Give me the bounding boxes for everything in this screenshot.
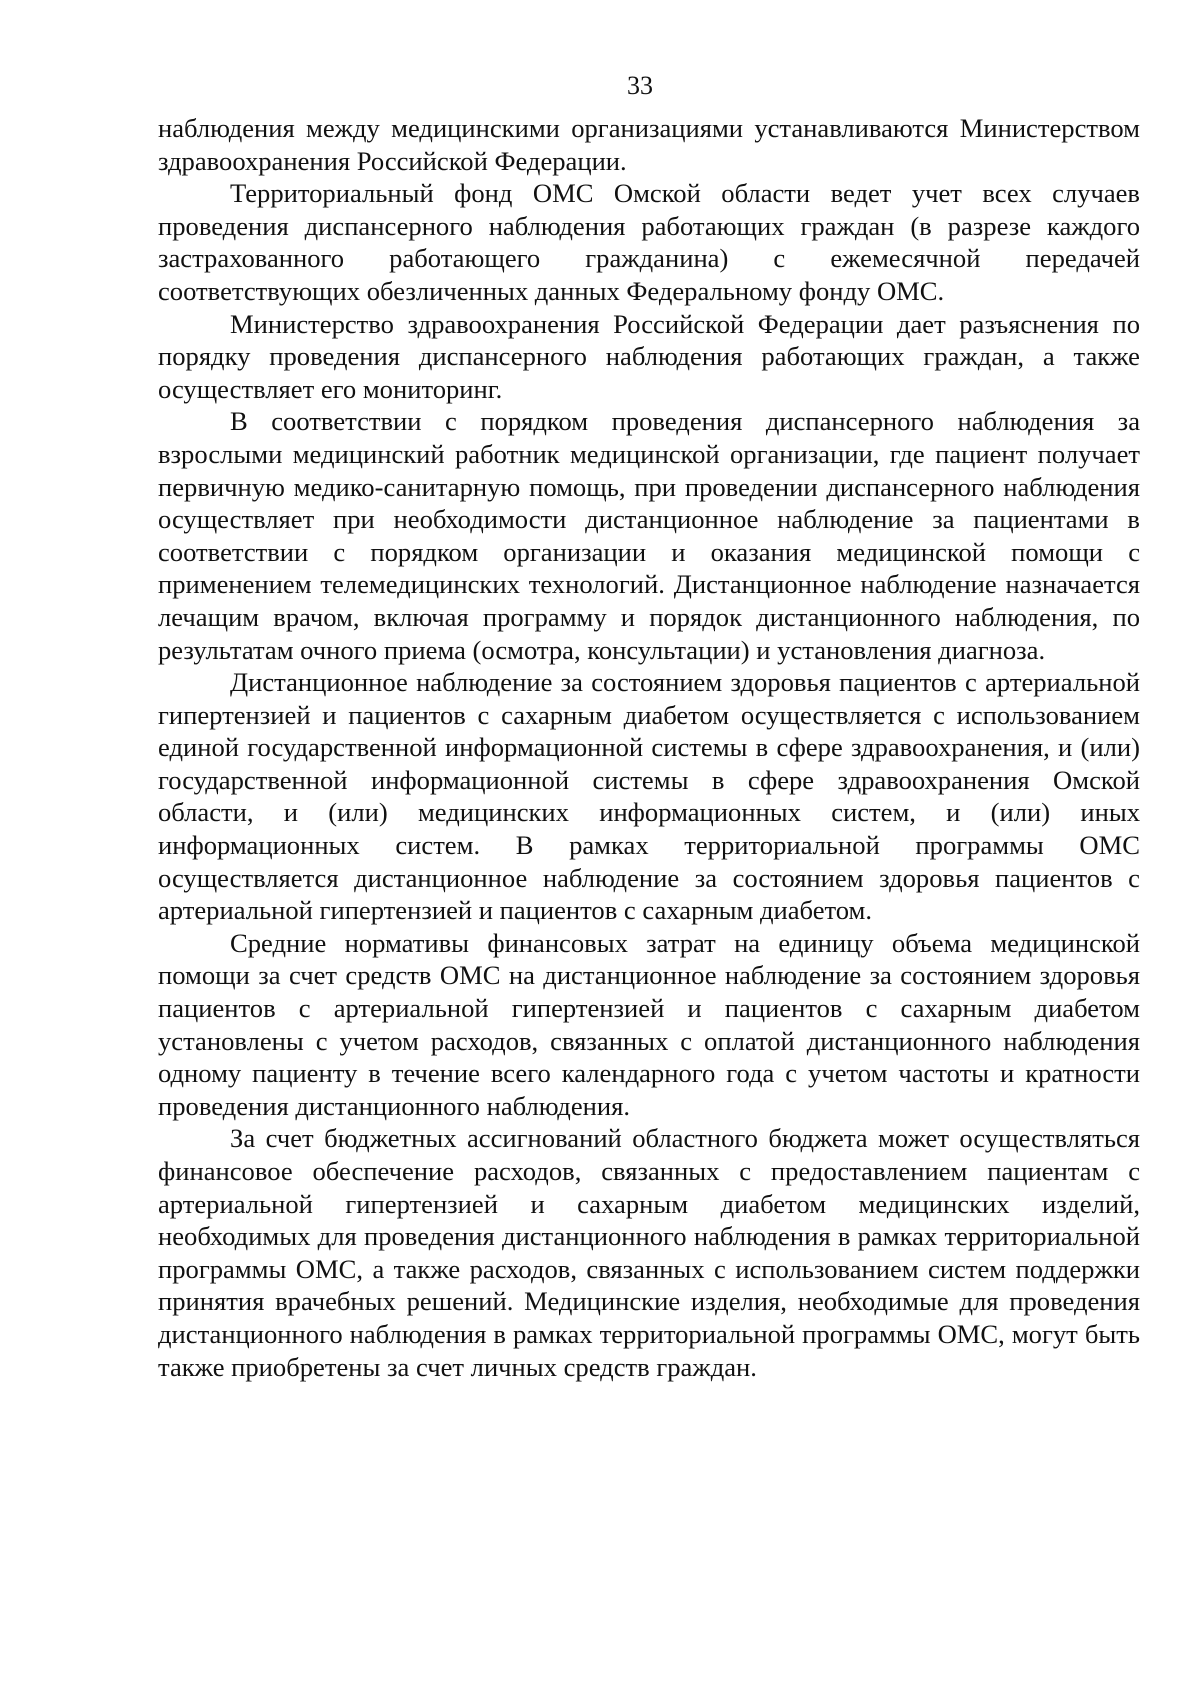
paragraph-financial-standards: Средние нормативы финансовых затрат на единицу объема медицинской помощи за счет средств ОМС на дистанционное наблюдение за состоянием здоровья пациентов с артериальной гипертензией и пациентов с сахарным диабетом установлены с учетом расходов, связанных с оплатой дистанционного наблюдения одному пациенту в течение всего календарного года с учетом частоты и кратности проведения дистанционного наблюдения. bbox=[158, 927, 1140, 1121]
paragraph-remote-monitoring-systems: Дистанционное наблюдение за состоянием здоровья пациентов с артериальной гипертензией и пациентов с сахарным диабетом осуществляется с использованием единой государственной информационной системы в сфере здравоохранения, и (или) государственной информационной системы в сфере здравоохранения Омской области, и (или) медицинских информационных систем, и (или) иных информационных систем. В рамках территориальной программы ОМС осуществляется дистанционное наблюдение за состоянием здоровья пациентов с артериальной гипертензией и пациентов с сахарным диабетом. bbox=[158, 667, 1140, 926]
paragraph-budget-funding: За счет бюджетных ассигнований областного бюджета может осуществляться финансовое обеспечение расходов, связанных с предоставлением пациентам с артериальной гипертензией и сахарным диабетом медицинских изделий, необходимых для проведения дистанционного наблюдения в рамках территориальной программы ОМС, а также расходов, связанных с использованием систем поддержки принятия врачебных решений. Медицинские изделия, необходимые для проведения дистанционного наблюдения в рамках территориальной программы ОМС, могут быть также приобретены за счет личных средств граждан. bbox=[158, 1123, 1140, 1382]
paragraph-tfoms-accounting: Территориальный фонд ОМС Омской области ведет учет всех случаев проведения диспансерного наблюдения работающих граждан (в разрезе каждого застрахованного работающего гражданина) с ежемесячной передачей соответствующих обезличенных данных Федеральному фонду ОМС. bbox=[158, 178, 1140, 306]
page-number: 33 bbox=[627, 71, 653, 100]
document-body bbox=[158, 112, 1140, 1383]
paragraph-remote-monitoring-procedure: В соответствии с порядком проведения диспансерного наблюдения за взрослыми медицинский работник медицинской организации, где пациент получает первичную медико-санитарную помощь, при проведении диспансерного наблюдения осуществляет при необходимости дистанционное наблюдение за пациентами в соответствии с порядком организации и оказания медицинской помощи с применением телемедицинских технологий. Дистанционное наблюдение назначается лечащим врачом, включая программу и порядок дистанционного наблюдения, по результатам очного приема (осмотра, консультации) и установления диагноза. bbox=[158, 406, 1140, 665]
paragraph-continuation: наблюдения между медицинскими организациями устанавливаются Министерством здравоохранения Российской Федерации. bbox=[158, 113, 1140, 176]
paragraph-ministry-explanations: Министерство здравоохранения Российской Федерации дает разъяснения по порядку проведения диспансерного наблюдения работающих граждан, а также осуществляет его мониторинг. bbox=[158, 308, 1140, 404]
